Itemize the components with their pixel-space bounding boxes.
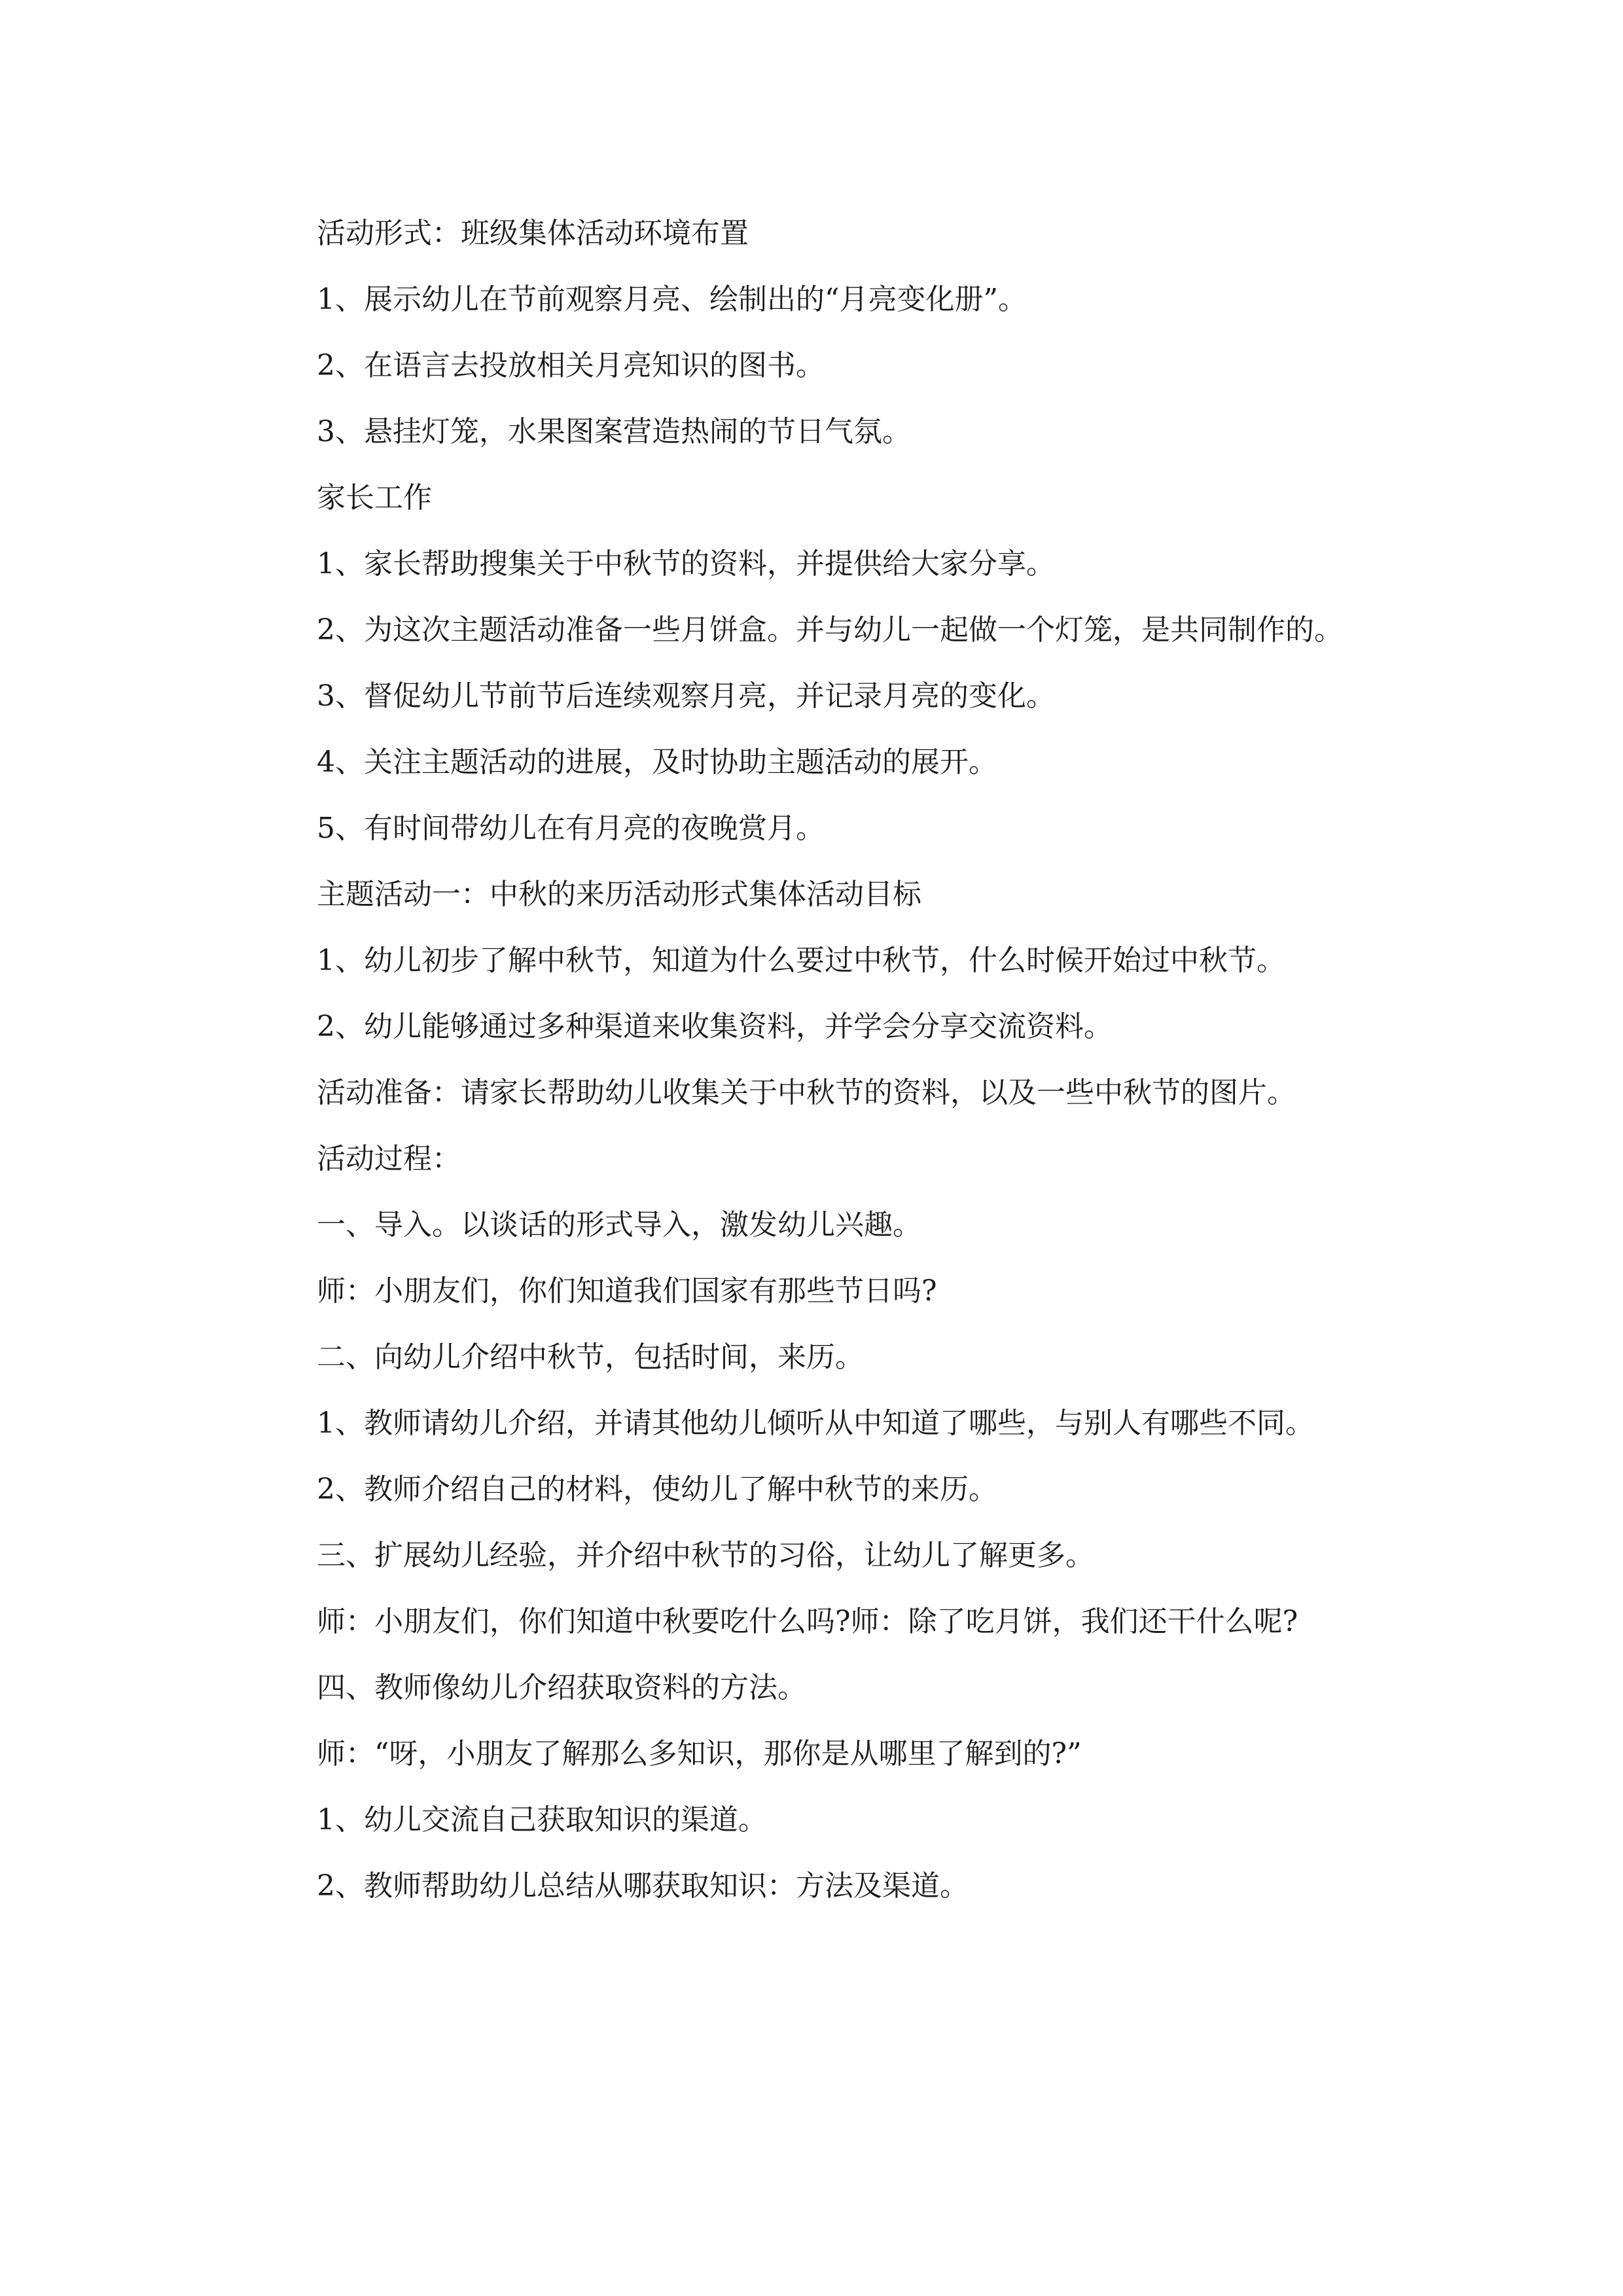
paragraph-item: 3、悬挂灯笼，水果图案营造热闹的节日气氛。 [317,415,911,448]
paragraph-item: 2、教师介绍自己的材料，使幼儿了解中秋节的来历。 [317,1473,997,1506]
paragraph-item: 1、幼儿初步了解中秋节，知道为什么要过中秋节，什么时候开始过中秋节。 [317,944,1285,977]
paragraph-preparation: 活动准备：请家长帮助幼儿收集关于中秋节的资料，以及一些中秋节的图片。 [317,1076,1296,1109]
document-body [243,200,1395,1919]
section-heading-theme-activity: 主题活动一：中秋的来历活动形式集体活动目标 [317,878,921,911]
paragraph-item: 2、在语言去投放相关月亮知识的图书。 [317,349,825,382]
paragraph-activity-form: 活动形式：班级集体活动环境布置 [317,217,749,250]
paragraph-dialogue: 师：小朋友们，你们知道中秋要吃什么吗?师：除了吃月饼，我们还干什么呢? [317,1605,1298,1638]
paragraph-item: 1、展示幼儿在节前观察月亮、绘制出的“月亮变化册”。 [317,283,1027,316]
paragraph-item: 三、扩展幼儿经验，并介绍中秋节的习俗，让幼儿了解更多。 [317,1539,1094,1572]
paragraph-item: 3、督促幼儿节前节后连续观察月亮，并记录月亮的变化。 [317,679,1055,713]
section-heading-process: 活动过程： [317,1142,461,1175]
section-heading-parent-work: 家长工作 [317,481,432,514]
paragraph-item: 4、关注主题活动的进展，及时协助主题活动的展开。 [317,745,997,779]
paragraph-item: 2、幼儿能够通过多种渠道来收集资料，并学会分享交流资料。 [317,1010,1113,1043]
paragraph-dialogue: 师：“呀，小朋友了解那么多知识，那你是从哪里了解到的?” [317,1737,1082,1770]
paragraph-item: 5、有时间带幼儿在有月亮的夜晚赏月。 [317,812,825,845]
paragraph-item: 四、教师像幼儿介绍获取资料的方法。 [317,1671,806,1704]
paragraph-item: 1、幼儿交流自己获取知识的渠道。 [317,1803,767,1837]
paragraph-item: 一、导入。以谈话的形式导入，激发幼儿兴趣。 [317,1208,921,1242]
paragraph-item: 二、向幼儿介绍中秋节，包括时间，来历。 [317,1340,864,1374]
paragraph-dialogue: 师：小朋友们，你们知道我们国家有那些节日吗? [317,1274,937,1308]
paragraph-item: 2、教师帮助幼儿总结从哪获取知识：方法及渠道。 [317,1869,969,1903]
paragraph-item: 2、为这次主题活动准备一些月饼盒。并与幼儿一起做一个灯笼，是共同制作的。 [317,613,1343,647]
paragraph-item: 1、教师请幼儿介绍，并请其他幼儿倾听从中知道了哪些，与别人有哪些不同。 [317,1407,1314,1440]
paragraph-item: 1、家长帮助搜集关于中秋节的资料，并提供给大家分享。 [317,547,1055,581]
